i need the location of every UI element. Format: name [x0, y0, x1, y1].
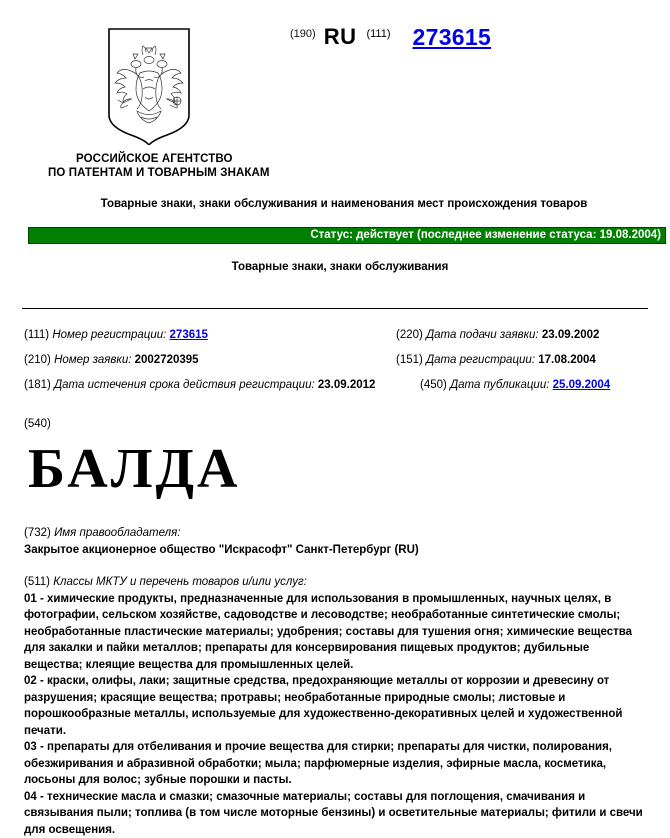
trademark-image: БАЛДА: [28, 440, 240, 498]
country-code: RU: [324, 26, 357, 48]
field-application-number: [24, 348, 199, 373]
biblio-row: [24, 348, 652, 373]
class-entry: 03 - препараты для отбеливания и прочие вещества для стирки; препараты для чистки, полирования, обезжиривания и абразивной обработки; мыла; парфюмерные изделия, эфирные масла, косметика, лосьоны для волос; зубные порошки и пасты.: [24, 739, 650, 789]
document-header: [0, 0, 670, 200]
owner-label-row: [24, 525, 419, 542]
classes-label-row: [24, 574, 650, 591]
field-publication-date: [420, 373, 610, 398]
class-entry: 01 - химические продукты, предназначенные для использования в промышленных, научных целях, в фотографии, сельском хозяйстве, садоводстве и лесоводстве; необработанные синтетические смолы; необработанные пластические материалы; удобрения; составы для тушения огня; химические вещества для закалки и пайки металлов; препараты для консервирования пищевых продуктов; дубильные вещества; клеящие вещества для промышленных целей.: [24, 591, 650, 674]
field-registration-date: [396, 348, 596, 373]
document-number-link[interactable]: 273615: [413, 26, 492, 49]
field-label: Дата регистрации:: [426, 354, 535, 366]
document-kind-title: Товарные знаки, знаки обслуживания и наименования мест происхождения товаров: [0, 198, 670, 210]
biblio-row: [24, 323, 652, 348]
field-value: 23.09.2002: [542, 329, 600, 341]
field-value-link[interactable]: 273615: [170, 329, 208, 341]
field-label: Номер регистрации:: [52, 329, 166, 341]
agency-line-1: РОССИЙСКОЕ АГЕНТСТВО: [48, 152, 270, 166]
classes-label: Классы МКТУ и перечень товаров и/или услуг:: [53, 576, 307, 588]
field-filing-date: [396, 323, 599, 348]
inid-code: (210): [24, 354, 51, 366]
inid-code: (151): [396, 354, 423, 366]
inid-code: (220): [396, 329, 423, 341]
biblio-row: [24, 373, 652, 398]
agency-name: [48, 152, 270, 180]
field-value: 23.09.2012: [318, 379, 376, 391]
inid-code-190: (190): [290, 29, 316, 40]
inid-code-111: (111): [366, 29, 390, 40]
field-label: Дата публикации:: [450, 379, 549, 391]
agency-line-2: ПО ПАТЕНТАМ И ТОВАРНЫМ ЗНАКАМ: [48, 166, 270, 180]
section-title: Товарные знаки, знаки обслуживания: [0, 261, 670, 273]
owner-name: Закрытое акционерное общество "Искрасофт" Санкт-Петербург (RU): [24, 542, 419, 559]
russian-coat-of-arms-icon: [107, 27, 191, 145]
owner-section: [24, 525, 419, 559]
document-identifier-row: [290, 26, 491, 49]
bibliographic-data: [24, 323, 652, 398]
field-value-link[interactable]: 25.09.2004: [553, 379, 611, 391]
inid-code: (450): [420, 379, 447, 391]
owner-label: Имя правообладателя:: [54, 527, 180, 539]
inid-code: (732): [24, 527, 51, 539]
horizontal-divider: [22, 308, 648, 309]
field-value: 2002720395: [135, 354, 199, 366]
inid-code: (511): [24, 576, 50, 588]
inid-code: (181): [24, 379, 51, 391]
field-label: Дата подачи заявки:: [426, 329, 539, 341]
inid-code: (111): [24, 329, 49, 341]
inid-code-540: (540): [24, 418, 51, 430]
status-badge: Статус: действует (последнее изменение статуса: 19.08.2004): [28, 227, 666, 244]
class-entry: 02 - краски, олифы, лаки; защитные средства, предохраняющие металлы от коррозии и древесину от разрушения; красящие вещества; протравы; необработанные природные смолы; листовые и порошкообразные металлы, используемые для художественно-декоративных целей и художественной печати.: [24, 673, 650, 739]
classes-section: [24, 574, 650, 838]
field-label: Номер заявки:: [54, 354, 131, 366]
field-expiry-date: [24, 373, 375, 398]
field-label: Дата истечения срока действия регистрации:: [54, 379, 315, 391]
field-registration-number: [24, 323, 208, 348]
field-value: 17.08.2004: [538, 354, 596, 366]
class-entry: 04 - технические масла и смазки; смазочные материалы; составы для поглощения, смачивания и связывания пыли; топлива (в том числе моторные бензины) и осветительные материалы; фитили и свечи для освещения.: [24, 789, 650, 838]
